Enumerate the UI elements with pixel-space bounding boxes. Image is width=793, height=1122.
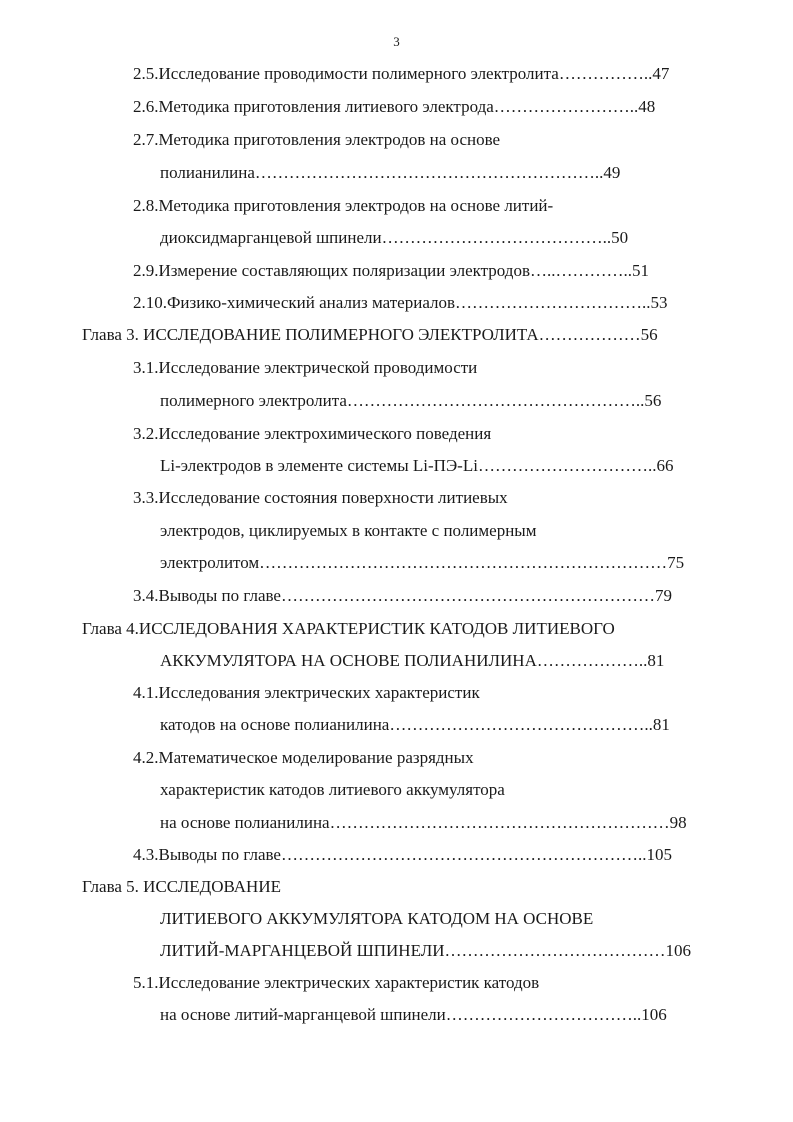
toc-entry: характеристик катодов литиевого аккумулятора	[160, 780, 505, 799]
toc-entry: 4.2.Математическое моделирование разрядных	[133, 748, 474, 767]
toc-chapter: ЛИТИЙ-МАРГАНЦЕВОЙ ШПИНЕЛИ…………………………………106	[160, 941, 692, 960]
toc-chapter: ЛИТИЕВОГО АККУМУЛЯТОРА КАТОДОМ НА ОСНОВЕ	[160, 909, 594, 928]
toc-entry: Li-электродов в элементе системы Li-ПЭ-Li…………………………..66	[160, 456, 674, 475]
toc-entry: электродов, циклируемых в контакте с полимерным	[160, 521, 537, 540]
toc-entry: 2.9.Измерение составляющих поляризации электродов…..…………..51	[133, 261, 649, 280]
toc-entry: диоксидмарганцевой шпинели…………………………………..50	[160, 228, 629, 247]
toc-entry: 2.6.Методика приготовления литиевого электрода……………………..48	[133, 97, 656, 116]
toc-entry: 2.5.Исследование проводимости полимерного электролита……………..47	[133, 64, 670, 83]
toc-entry: 2.10.Физико-химический анализ материалов……………………………..53	[133, 293, 668, 312]
toc-chapter: Глава 5. ИССЛЕДОВАНИЕ	[82, 877, 281, 896]
toc-entry: полимерного электролита……………………………………………..56	[160, 391, 662, 410]
toc-chapter: Глава 3. ИССЛЕДОВАНИЕ ПОЛИМЕРНОГО ЭЛЕКТРОЛИТА………………56	[82, 325, 658, 344]
toc-entry: 4.1.Исследования электрических характеристик	[133, 683, 480, 702]
toc-entry: полианилина……………………………………………………..49	[160, 163, 621, 182]
toc-entry: электролитом………………………………………………………………75	[160, 553, 685, 572]
toc-entry: на основе литий-марганцевой шпинели……………………………..106	[160, 1005, 667, 1024]
toc-entry: катодов на основе полианилина………………………………………..81	[160, 715, 670, 734]
toc-entry: 2.7.Методика приготовления электродов на основе	[133, 130, 501, 149]
toc-chapter: Глава 4.ИССЛЕДОВАНИЯ ХАРАКТЕРИСТИК КАТОДОВ ЛИТИЕВОГО	[82, 619, 615, 638]
toc-entry: на основе полианилина……………………………………………………98	[160, 813, 687, 832]
toc-entry: 3.1.Исследование электрической проводимости	[133, 358, 478, 377]
toc-entry: 2.8.Методика приготовления электродов на основе литий-	[133, 196, 554, 215]
toc-entry: 5.1.Исследование электрических характеристик катодов	[133, 973, 540, 992]
toc-entry: 4.3.Выводы по главе………………………………………………………..105	[133, 845, 672, 864]
toc-entry: 3.2.Исследование электрохимического поведения	[133, 424, 492, 443]
page-number: 3	[393, 34, 400, 49]
toc-entry: 3.3.Исследование состояния поверхности литиевых	[133, 488, 508, 507]
toc-entry: 3.4.Выводы по главе…………………………………………………………79	[133, 586, 672, 605]
toc-chapter: АККУМУЛЯТОРА НА ОСНОВЕ ПОЛИАНИЛИНА………………..81	[160, 651, 665, 670]
